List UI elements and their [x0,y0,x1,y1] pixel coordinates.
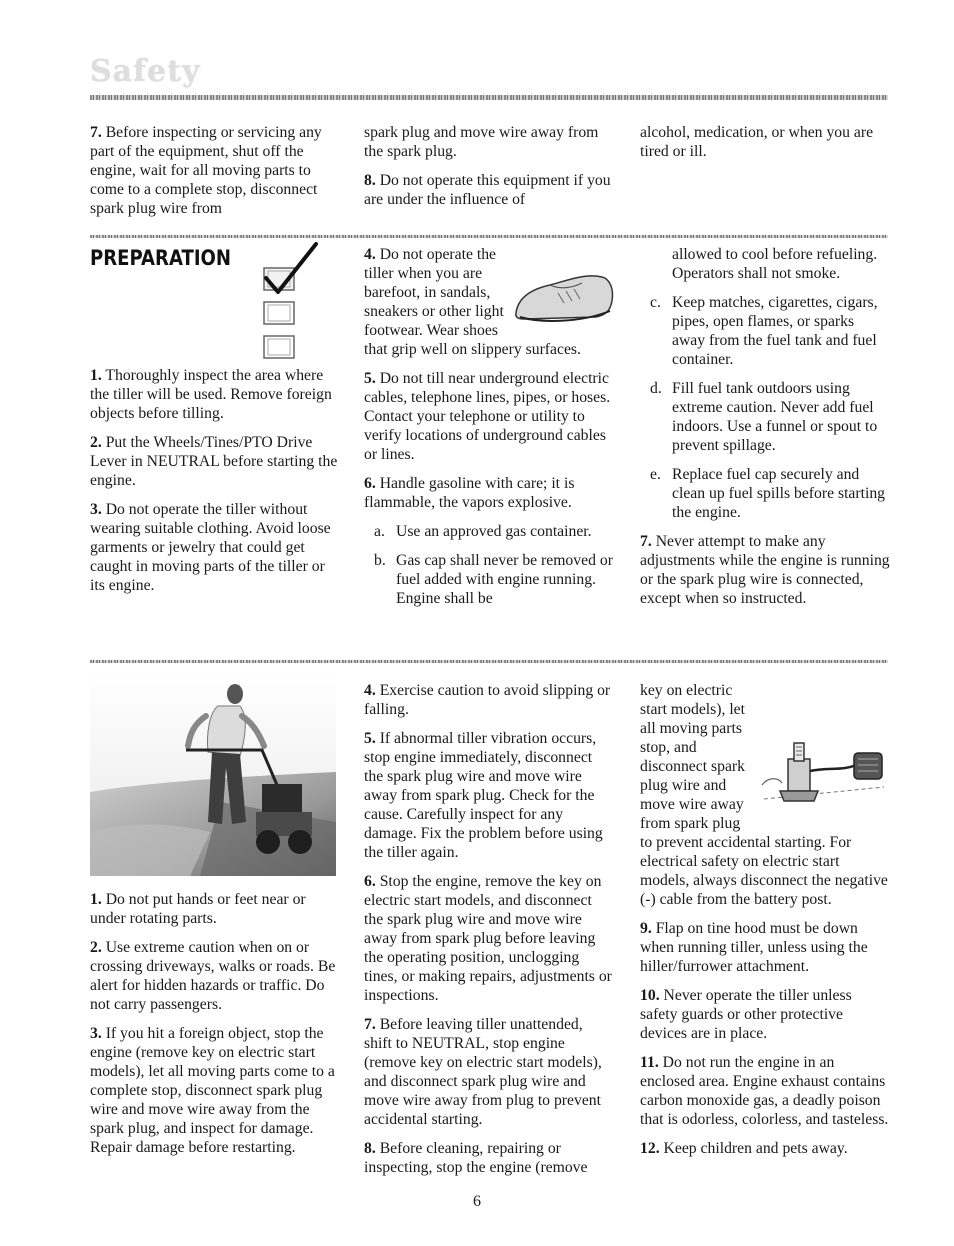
subitem-label: b. [374,552,386,569]
item-number: 7. [90,124,102,141]
item-text: Do not operate this equipment if you are under the influence of [364,172,611,208]
intro-column-3 [640,123,888,171]
operation-column-2 [364,681,614,1187]
operation-column-1 [90,890,340,1167]
item-text: Use extreme caution when on or crossing driveways, walks or roads. Be alert for hidden hazards or traffic. Do not carry passengers. [90,939,336,1013]
item-number: 3. [90,1025,102,1042]
item-text: Before cleaning, repairing or inspecting, stop the engine (remove [364,1140,588,1176]
preparation-item-1 [90,366,340,423]
item-number: 6. [364,873,376,890]
subitem-label [650,245,672,283]
item-text: alcohol, medication, or when you are tired or ill. [640,124,874,160]
preparation-item-3 [90,500,340,595]
item-number: 10. [640,987,660,1004]
operation-item-2 [90,938,340,1014]
subitem-label: e. [650,466,661,483]
item-text: Never attempt to make any adjustments while the engine is running or the spark plug wire is connected, except when so instructed. [640,533,890,607]
item-number: 4. [364,246,376,263]
intro-continuation [640,123,888,161]
item-text: spark plug and move wire away from the spark plug. [364,124,599,160]
item-number: 7. [640,533,652,550]
header-rule [90,95,888,100]
item-number: 6. [364,475,376,492]
item-number: 1. [90,891,102,908]
operation-item-9 [640,919,890,976]
operation-item-12 [640,1139,890,1158]
subitem-text: Use an approved gas container. [396,523,592,540]
item-text: Do not till near underground electric cables, telephone lines, pipes, or hoses. Contact your telephone or utility to verify locations of underground cables or lines. [364,370,611,463]
subitem-text: allowed to cool before refueling. Operators shall not smoke. [672,246,878,282]
operation-item-10 [640,986,890,1043]
item-text: If abnormal tiller vibration occurs, stop engine immediately, disconnect the spark plug wire and move wire away from spark plug. Check for the cause. Carefully inspect for any damage. Fix the problem before using the tiller again. [364,730,603,861]
item-number: 2. [90,939,102,956]
item-text: Before leaving tiller unattended, shift to NEUTRAL, stop engine (remove key on electric start models), and disconnect spark plug wire and move wire away from plug to prevent accidental starting. [364,1016,602,1128]
item-number: 5. [364,730,376,747]
item-text: Do not run the engine in an enclosed area. Engine exhaust contains carbon monoxide gas, a deadly poison that is odorless, colorless, and tasteless. [640,1054,889,1128]
item-text: If you hit a foreign object, stop the engine (remove key on electric start models), let all moving parts come to a complete stop, disconnect spark plug wire and move wire away from the spark plug, and inspect for damage. Repair damage before restarting. [90,1025,335,1156]
item-number: 12. [640,1140,660,1157]
operation-column-3 [640,681,890,1168]
item-number: 4. [364,682,376,699]
item-text: key on electric start models), let all moving parts stop, and disconnect spark plug wire and move wire away from spark plug to prevent accidental starting. For electrical safety on electric start models, always disconnect the negative (-) cable from the battery post. [640,682,888,908]
operation-item-7 [364,1015,614,1129]
operation-item-1 [90,890,340,928]
preparation-subitem-a [374,522,616,541]
item-number: 3. [90,501,102,518]
preparation-subitem-b [374,551,616,608]
preparation-column-3 [640,245,890,618]
operation-item-5 [364,729,614,862]
intro-item-8 [364,171,612,209]
item-number: 5. [364,370,376,387]
item-text: Before inspecting or servicing any part of the equipment, shut off the engine, wait for all moving parts to come to a complete stop, disconnect spark plug wire from [90,124,322,217]
item-text: Flap on tine hood must be down when running tiller, unless using the hiller/furrower attachment. [640,920,868,975]
operation-item-4 [364,681,614,719]
preparation-subitem-continuation [650,245,890,283]
operation-item-3 [90,1024,340,1157]
page-number: 6 [473,1193,481,1210]
item-text: Keep children and pets away. [659,1140,848,1157]
item-number: 7. [364,1016,376,1033]
operator-tilling-photo [90,672,336,876]
item-text: Stop the engine, remove the key on electric start models, and disconnect the spark plug wire and move wire away from spark plug before leaving the operating position, unclogging tines, or making repairs, adjustments or inspections. [364,873,612,1004]
item-text: Do not operate the tiller when you are barefoot, in sandals, sneakers or other light footwear. Wear shoes that grip well on slippery surfaces. [364,246,581,358]
item-text: Exercise caution to avoid slipping or falling. [364,682,611,718]
section-rule-preparation [90,235,888,238]
spark-plug-icon [758,737,890,815]
section-heading-preparation: PREPARATION [90,246,232,270]
preparation-subitem-d [650,379,890,455]
item-number: 11. [640,1054,659,1071]
preparation-item-7 [640,532,890,608]
item-number: 9. [640,920,652,937]
item-number: 2. [90,434,102,451]
item-number: 8. [364,172,376,189]
subitem-label: d. [650,380,662,397]
item-text: Handle gasoline with care; it is flammable, the vapors explosive. [364,475,575,511]
item-text: Do not put hands or feet near or under rotating parts. [90,891,306,927]
preparation-subitem-c [650,293,890,369]
subitem-text: Fill fuel tank outdoors using extreme caution. Never add fuel indoors. Use a funnel or spout to prevent spillage. [672,380,878,454]
section-rule-operation [90,660,888,663]
item-text: Do not operate the tiller without wearing suitable clothing. Avoid loose garments or jewelry that could get caught in moving parts of the tiller or its engine. [90,501,331,594]
subitem-text: Replace fuel cap securely and clean up fuel spills before starting the engine. [672,466,886,521]
shoe-icon [510,267,616,327]
preparation-item-6 [364,474,616,512]
checklist-icon [258,240,320,362]
subitem-text: Gas cap shall never be removed or fuel added with engine running. Engine shall be [396,552,613,607]
item-text: Thoroughly inspect the area where the tiller will be used. Remove foreign objects before tilling. [90,367,332,422]
subitem-label: c. [650,294,661,311]
intro-continuation [364,123,612,161]
page-title: Safety [90,54,201,89]
intro-item-7 [90,123,340,218]
subitem-text: Keep matches, cigarettes, cigars, pipes, open flames, or sparks away from the fuel tank and fuel container. [672,294,878,368]
item-number: 8. [364,1140,376,1157]
item-text: Put the Wheels/Tines/PTO Drive Lever in NEUTRAL before starting the engine. [90,434,338,489]
operation-item-8-continuation [640,681,890,909]
item-number: 1. [90,367,102,384]
intro-column-1 [90,123,340,228]
preparation-item-2 [90,433,340,490]
subitem-label: a. [374,523,385,540]
preparation-column-2 [364,245,616,618]
operation-item-11 [640,1053,890,1129]
operation-item-6 [364,872,614,1005]
preparation-item-5 [364,369,616,464]
item-text: Never operate the tiller unless safety guards or other protective devices are in place. [640,987,852,1042]
preparation-item-4 [364,245,616,359]
preparation-subitem-e [650,465,890,522]
preparation-column-1 [90,366,340,605]
intro-column-2 [364,123,612,219]
operation-item-8 [364,1139,614,1177]
